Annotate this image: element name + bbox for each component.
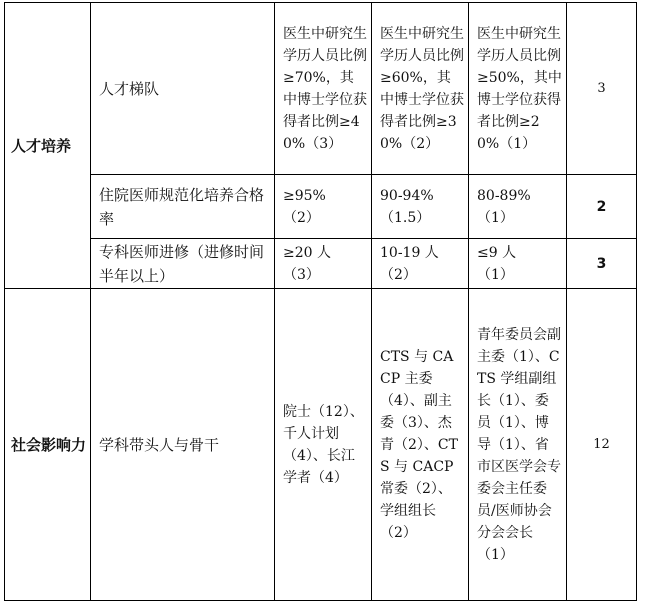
level-3-cell — [469, 175, 567, 239]
level-3-text: 80-89% （1） — [477, 187, 531, 226]
table-row — [5, 175, 637, 239]
score-value: 3 — [597, 81, 606, 96]
level-1-cell — [275, 175, 372, 239]
table-row — [5, 289, 637, 601]
evaluation-table — [4, 2, 637, 601]
level-2-text: 10-19 人 （2） — [380, 244, 439, 283]
level-2-cell — [372, 239, 469, 289]
level-3-text: 医生中研究生学历人员比例≥50%，其中博士学位获得者比例≥20%（1） — [477, 25, 562, 152]
level-1-cell — [275, 239, 372, 289]
level-2-text: CTS 与 CACP 主委（4）、副主委（3）、杰青（2）、CTS 与 CACP 常委（2）、学组组长（2） — [380, 348, 458, 541]
category-cell-talent-training — [5, 3, 91, 289]
score-value: 3 — [596, 255, 607, 272]
category-label: 人才培养 — [11, 136, 72, 155]
item-label: 学科带头人与骨干 — [99, 435, 220, 454]
item-cell — [91, 289, 275, 601]
score-value: 12 — [593, 437, 610, 452]
level-3-text: 青年委员会副主委（1）、CTS 学组副组长（1）、委员（1）、博导（1）、省市区医学会专委会主任委员/医师协会分会会长（1） — [477, 326, 561, 563]
item-label: 专科医师进修（进修时间半年以上） — [99, 242, 265, 285]
level-3-cell — [469, 239, 567, 289]
level-3-cell — [469, 289, 567, 601]
score-cell — [567, 289, 637, 601]
item-cell — [91, 239, 275, 289]
category-cell-social-influence — [5, 289, 91, 601]
score-cell — [567, 3, 637, 175]
level-1-cell — [275, 289, 372, 601]
level-2-text: 医生中研究生学历人员比例≥60%，其中博士学位获得者比例≥30%（2） — [380, 25, 464, 152]
score-cell — [567, 175, 637, 239]
item-label: 住院医师规范化培养合格率 — [99, 185, 265, 228]
level-2-text: 90-94% （1.5） — [380, 187, 434, 226]
item-cell — [91, 3, 275, 175]
level-1-text: 医生中研究生学历人员比例≥70%，其中博士学位获得者比例≥40%（3） — [283, 25, 367, 152]
score-value: 2 — [596, 198, 607, 215]
level-3-cell — [469, 3, 567, 175]
table-row — [5, 239, 637, 289]
level-2-cell — [372, 289, 469, 601]
item-cell — [91, 175, 275, 239]
level-1-text: ≥20 人 （3） — [283, 244, 331, 283]
level-2-cell — [372, 3, 469, 175]
level-3-text: ≤9 人 （1） — [477, 244, 517, 283]
level-1-text: 院士（12）、千人计划（4）、长江学者（4） — [283, 403, 364, 486]
table-row — [5, 3, 637, 175]
item-label: 人才梯队 — [99, 79, 160, 98]
level-1-cell — [275, 3, 372, 175]
level-1-text: ≥95% （2） — [283, 187, 326, 226]
score-cell — [567, 239, 637, 289]
category-label: 社会影响力 — [11, 435, 87, 454]
level-2-cell — [372, 175, 469, 239]
